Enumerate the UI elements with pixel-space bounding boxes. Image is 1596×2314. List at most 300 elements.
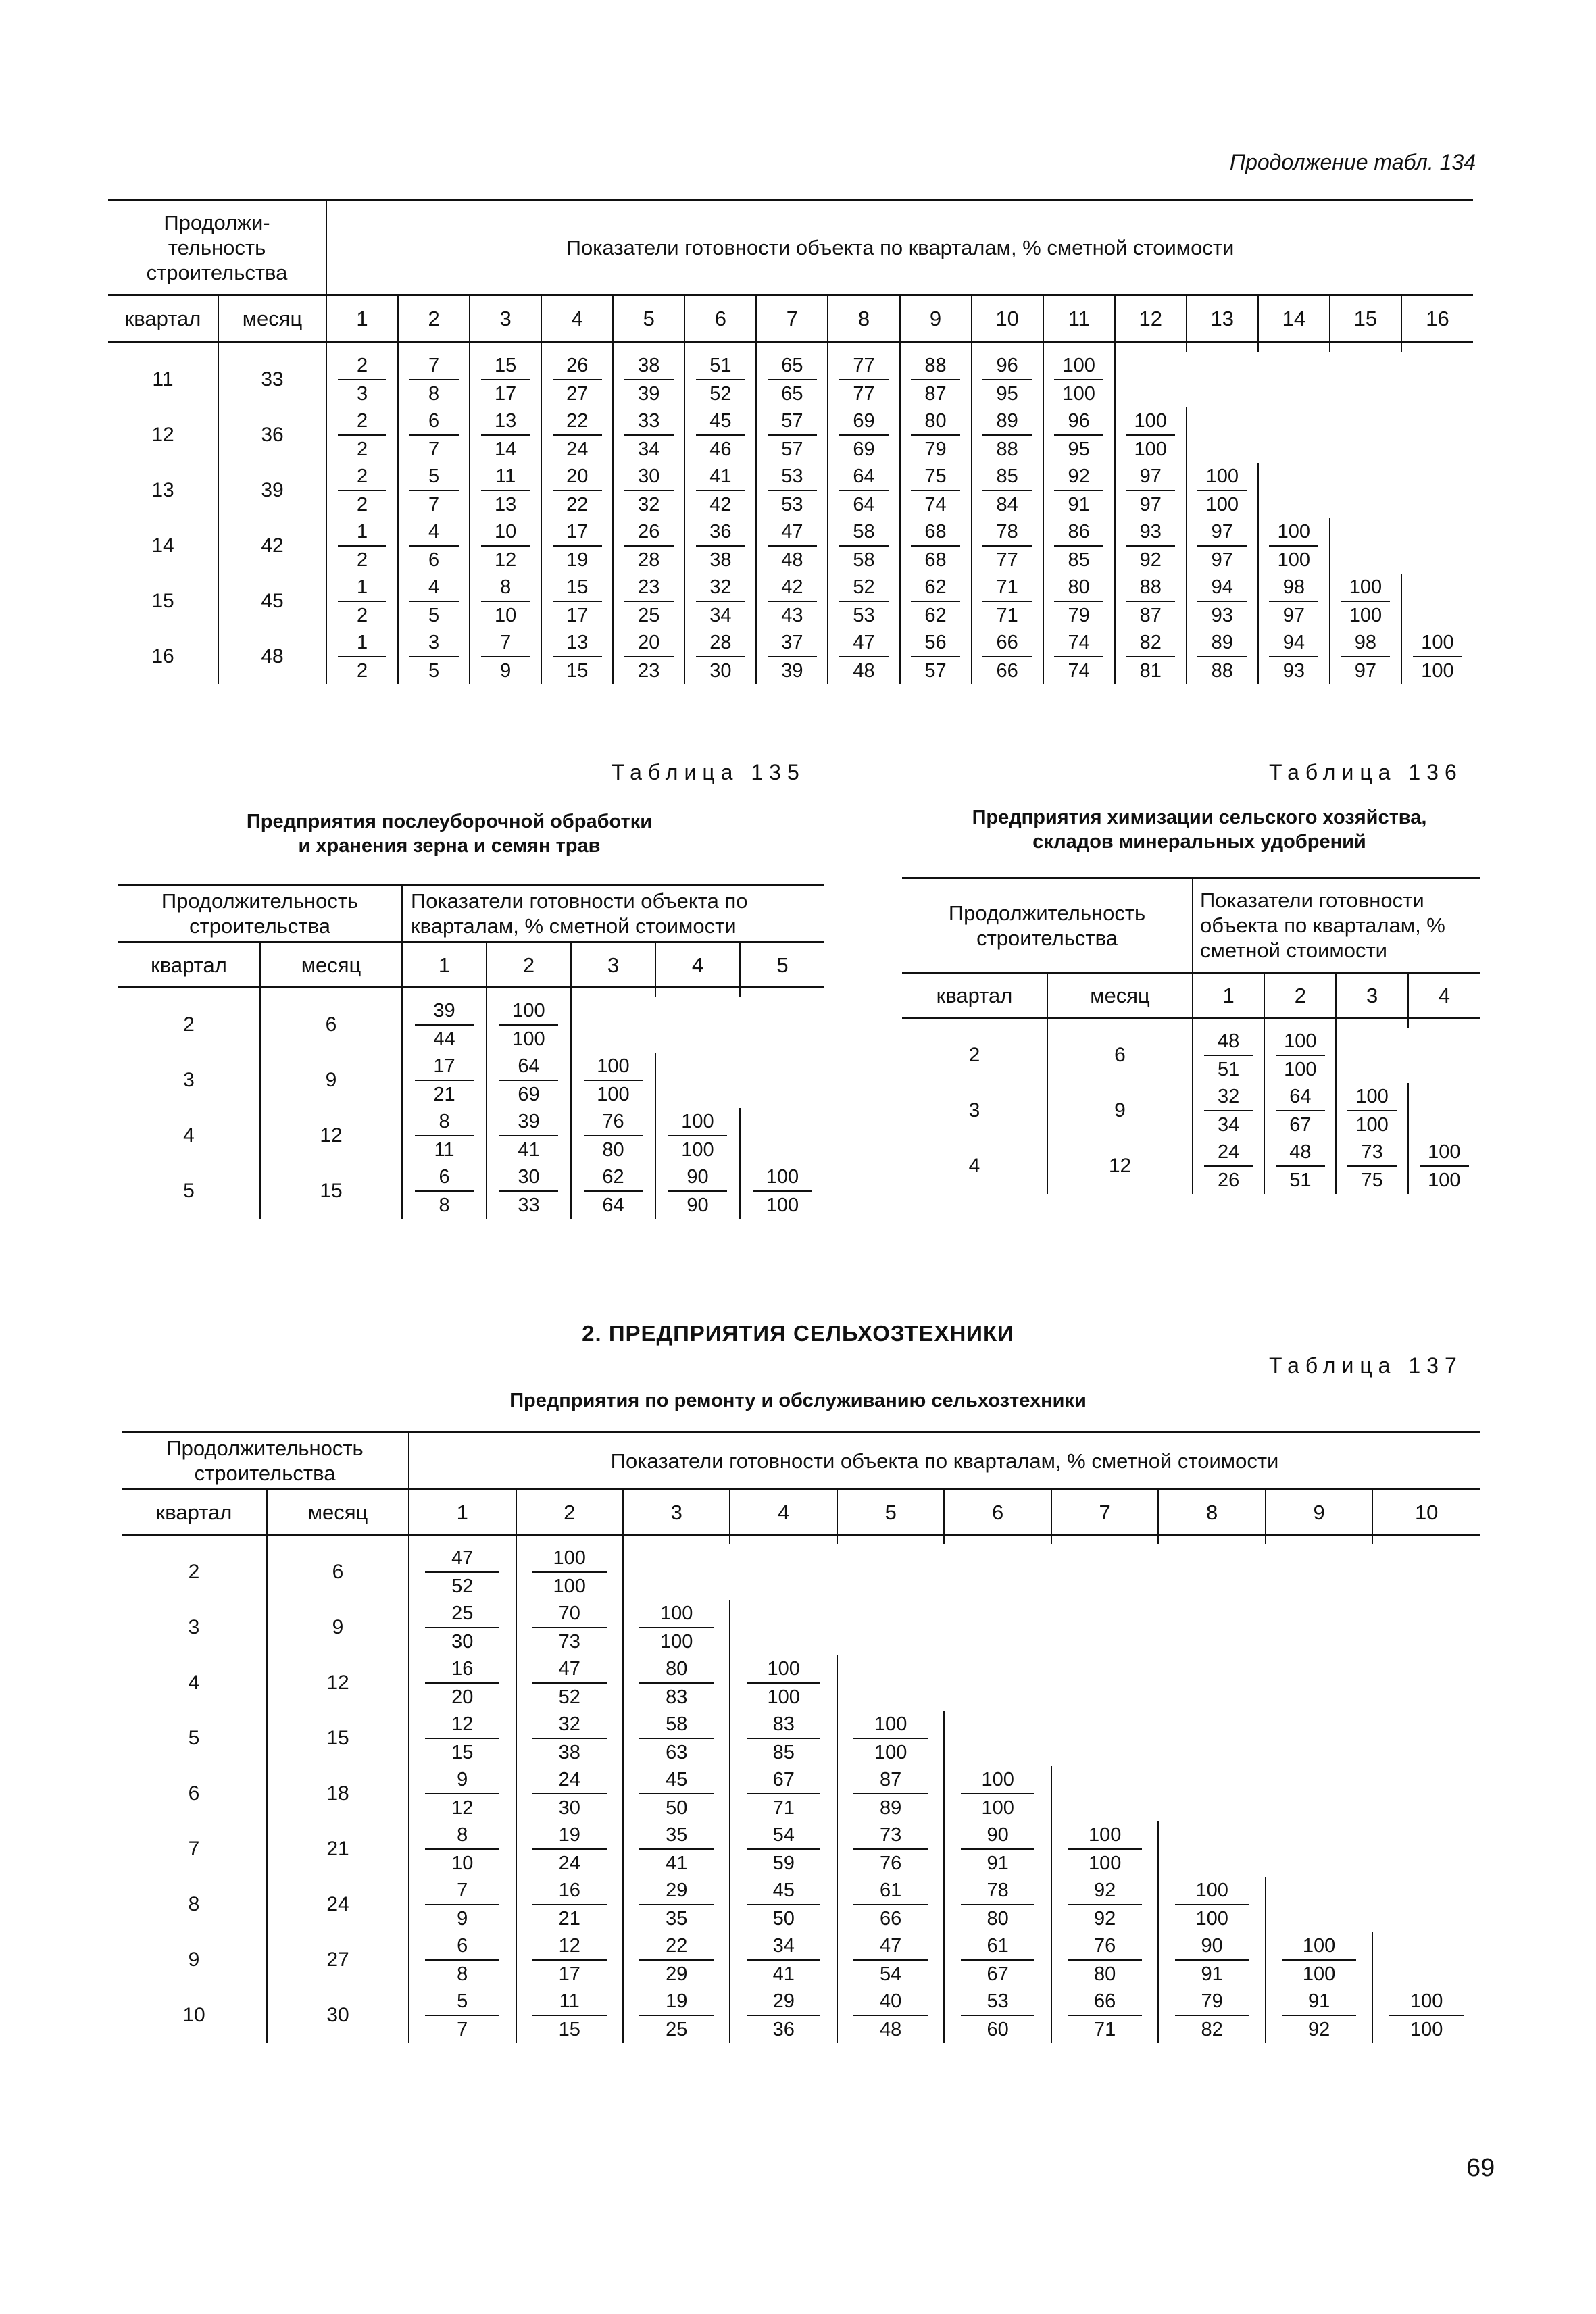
row-month: 6 — [1047, 1028, 1193, 1083]
fraction — [409, 463, 459, 518]
fraction-cell — [516, 1655, 623, 1711]
indicators-header: Показатели готовности объекта по кварталам, % сметной стоимости — [402, 885, 824, 942]
fraction-cell — [326, 629, 398, 684]
table-137-caption: Предприятия по ремонту и обслуживанию сельхозтехники — [509, 1390, 1087, 1411]
table-row — [122, 1766, 1480, 1821]
numerator: 30 — [518, 1165, 540, 1188]
fraction — [415, 1108, 473, 1163]
denominator: 10 — [481, 601, 530, 629]
fraction-cell — [1115, 629, 1187, 684]
numerator: 5 — [457, 1990, 468, 2012]
fraction — [753, 1163, 812, 1219]
table-row — [122, 1988, 1480, 2043]
quarter-column-header: 13 — [1187, 295, 1258, 343]
fraction — [553, 629, 602, 684]
quarter-column-header: 1 — [1193, 973, 1264, 1018]
numerator: 1 — [356, 631, 368, 653]
numerator: 52 — [853, 576, 875, 598]
fraction — [425, 1821, 499, 1877]
fraction-cell — [1043, 407, 1115, 463]
spacer-cell — [541, 343, 613, 352]
fraction — [839, 407, 889, 463]
spacer-cell — [1408, 1018, 1480, 1028]
fraction — [409, 574, 459, 629]
quarter-column-header: 2 — [398, 295, 470, 343]
fraction-cell — [837, 1932, 944, 1988]
row-quarter: 2 — [183, 1013, 195, 1036]
numerator: 100 — [1134, 409, 1167, 432]
quarter-column-header: 9 — [1266, 1490, 1372, 1535]
empty-cell — [571, 997, 655, 1053]
denominator: 2 — [338, 490, 387, 518]
denominator: 68 — [911, 545, 960, 574]
numerator: 100 — [660, 1602, 693, 1624]
duration-header: Продолжительность строительства — [902, 878, 1193, 973]
duration-header: Продолжи-тельность строительства — [108, 201, 326, 295]
fraction-cell — [398, 518, 470, 574]
numerator: 96 — [996, 354, 1018, 376]
duration-header: Продолжительность строительства — [122, 1432, 409, 1490]
denominator: 69 — [839, 434, 889, 463]
fraction-cell — [1336, 1138, 1407, 1194]
fraction — [1347, 1083, 1397, 1138]
numerator: 86 — [1068, 520, 1090, 543]
row-quarter: 2 — [968, 1043, 980, 1066]
fraction-cell — [900, 629, 972, 684]
table-row — [108, 518, 1473, 574]
fraction-cell — [1187, 463, 1258, 518]
row-month: 45 — [218, 574, 326, 629]
fraction-cell — [326, 463, 398, 518]
spacer-cell — [900, 343, 972, 352]
numerator: 32 — [558, 1713, 580, 1735]
denominator: 100 — [1276, 1055, 1325, 1083]
numerator: 32 — [709, 576, 732, 598]
numerator: 100 — [1349, 576, 1382, 598]
numerator: 100 — [1410, 1990, 1443, 2012]
empty-cell — [1372, 1544, 1480, 1600]
fraction — [338, 574, 387, 629]
fraction-cell — [756, 629, 828, 684]
denominator: 97 — [1197, 545, 1247, 574]
row-month: 15 — [260, 1163, 402, 1219]
fraction — [639, 1766, 714, 1821]
row-quarter: 4 — [188, 1671, 200, 1694]
fraction — [839, 574, 889, 629]
fraction-cell — [623, 1766, 730, 1821]
denominator: 79 — [1054, 601, 1103, 629]
empty-cell — [1266, 1877, 1372, 1932]
denominator: 59 — [747, 1848, 821, 1877]
numerator: 1 — [356, 520, 368, 543]
table-row — [108, 574, 1473, 629]
denominator: 85 — [747, 1738, 821, 1766]
numerator: 24 — [558, 1768, 580, 1790]
fraction-cell — [655, 1163, 740, 1219]
numerator: 90 — [987, 1823, 1009, 1846]
numerator: 34 — [772, 1934, 795, 1957]
empty-cell — [1408, 1083, 1480, 1138]
fraction-cell — [837, 1711, 944, 1766]
fraction — [668, 1108, 726, 1163]
numerator: 76 — [1094, 1934, 1116, 1957]
fraction-cell — [730, 1932, 837, 1988]
spacer-cell — [655, 988, 740, 997]
denominator: 50 — [639, 1793, 714, 1821]
denominator: 36 — [747, 2015, 821, 2043]
denominator: 100 — [1282, 1959, 1356, 1988]
table-136-caption-line: Предприятия химизации сельского хозяйства, — [972, 807, 1427, 828]
numerator: 100 — [874, 1713, 907, 1735]
fraction-cell — [730, 1766, 837, 1821]
fraction — [1175, 1877, 1249, 1932]
row-month: 21 — [267, 1821, 409, 1877]
denominator: 24 — [553, 434, 602, 463]
numerator: 22 — [666, 1934, 688, 1957]
numerator: 35 — [666, 1823, 688, 1846]
denominator: 9 — [425, 1904, 499, 1932]
fraction-cell — [1266, 1988, 1372, 2043]
numerator: 100 — [1421, 631, 1454, 653]
denominator: 43 — [768, 601, 817, 629]
continuation-label: Продолжение табл. 134 — [1229, 150, 1476, 174]
numerator: 66 — [996, 631, 1018, 653]
row-month: 39 — [218, 463, 326, 518]
fraction-cell — [541, 352, 613, 407]
denominator: 20 — [425, 1682, 499, 1711]
fraction — [553, 407, 602, 463]
fraction-cell — [837, 1877, 944, 1932]
denominator: 52 — [532, 1682, 607, 1711]
fraction — [1197, 574, 1247, 629]
table-row — [902, 1028, 1480, 1083]
empty-cell — [1266, 1821, 1372, 1877]
numerator: 41 — [709, 465, 732, 487]
fraction-cell — [326, 407, 398, 463]
fraction — [1389, 1988, 1464, 2043]
fraction-cell — [541, 629, 613, 684]
quarter-subheader: квартал — [108, 295, 218, 343]
row-month: 15 — [267, 1711, 409, 1766]
denominator: 83 — [639, 1682, 714, 1711]
fraction-cell — [756, 574, 828, 629]
row-quarter: 9 — [188, 1948, 200, 1971]
fraction — [425, 1988, 499, 2043]
quarter-column-header: 8 — [828, 295, 899, 343]
fraction-cell — [571, 1053, 655, 1108]
fraction-cell — [1051, 1877, 1158, 1932]
fraction — [982, 463, 1032, 518]
numerator: 100 — [1205, 465, 1239, 487]
fraction-cell — [326, 518, 398, 574]
empty-cell — [1158, 1544, 1265, 1600]
row-month: 27 — [267, 1932, 409, 1988]
fraction-cell — [326, 574, 398, 629]
denominator: 27 — [553, 379, 602, 407]
denominator: 67 — [1276, 1110, 1325, 1138]
denominator: 29 — [639, 1959, 714, 1988]
denominator: 28 — [624, 545, 674, 574]
numerator: 100 — [1062, 354, 1095, 376]
numerator: 53 — [987, 1990, 1009, 2012]
denominator: 12 — [481, 545, 530, 574]
denominator: 100 — [747, 1682, 821, 1711]
fraction — [425, 1655, 499, 1711]
numerator: 58 — [666, 1713, 688, 1735]
fraction-cell — [944, 1766, 1051, 1821]
numerator: 82 — [1139, 631, 1162, 653]
fraction-cell — [828, 407, 899, 463]
numerator: 69 — [853, 409, 875, 432]
fraction-cell — [623, 1988, 730, 2043]
fraction — [1276, 1138, 1325, 1194]
fraction-cell — [730, 1821, 837, 1877]
fraction-cell — [613, 463, 684, 518]
table-135-caption — [115, 809, 784, 858]
row-quarter: 14 — [151, 534, 174, 557]
fraction — [1068, 1988, 1142, 2043]
fraction-cell — [1408, 1138, 1480, 1194]
empty-cell — [1266, 1766, 1372, 1821]
denominator: 15 — [425, 1738, 499, 1766]
denominator: 92 — [1126, 545, 1175, 574]
denominator: 7 — [409, 490, 459, 518]
numerator: 48 — [1218, 1030, 1240, 1052]
fraction-cell — [571, 1163, 655, 1219]
numerator: 97 — [1139, 465, 1162, 487]
numerator: 7 — [457, 1879, 468, 1901]
denominator: 15 — [553, 656, 602, 684]
fraction-cell — [1043, 629, 1115, 684]
numerator: 54 — [772, 1823, 795, 1846]
fraction — [1054, 407, 1103, 463]
empty-cell — [837, 1600, 944, 1655]
fraction-cell — [756, 518, 828, 574]
fraction-cell — [837, 1988, 944, 2043]
spacer-cell — [118, 988, 260, 997]
quarter-column-header: 3 — [1336, 973, 1407, 1018]
spacer-cell — [108, 343, 218, 352]
denominator: 17 — [481, 379, 530, 407]
numerator: 28 — [709, 631, 732, 653]
quarter-column-header: 1 — [326, 295, 398, 343]
fraction — [768, 407, 817, 463]
numerator: 11 — [559, 1990, 580, 2012]
empty-cell — [1266, 1711, 1372, 1766]
row-month: 6 — [267, 1544, 409, 1600]
fraction-cell — [900, 518, 972, 574]
empty-cell — [1401, 518, 1473, 574]
fraction-cell — [470, 629, 541, 684]
fraction — [425, 1932, 499, 1988]
denominator: 100 — [853, 1738, 928, 1766]
fraction — [1341, 574, 1390, 629]
denominator: 89 — [853, 1793, 928, 1821]
spacer-cell — [398, 343, 470, 352]
empty-cell — [1051, 1655, 1158, 1711]
fraction-cell — [1158, 1988, 1265, 2043]
fraction-cell — [516, 1988, 623, 2043]
denominator: 71 — [982, 601, 1032, 629]
numerator: 42 — [781, 576, 803, 598]
fraction — [1282, 1932, 1356, 1988]
spacer-cell — [1158, 1535, 1265, 1544]
fraction-cell — [409, 1655, 516, 1711]
row-quarter: 8 — [188, 1892, 200, 1915]
numerator: 6 — [428, 409, 440, 432]
spacer-cell — [730, 1535, 837, 1544]
fraction — [1204, 1138, 1253, 1194]
numerator: 100 — [1195, 1879, 1228, 1901]
quarter-column-header: 3 — [571, 942, 655, 988]
numerator: 8 — [439, 1110, 450, 1132]
empty-cell — [944, 1544, 1051, 1600]
fraction-cell — [828, 629, 899, 684]
numerator: 9 — [457, 1768, 468, 1790]
fraction — [338, 463, 387, 518]
denominator: 33 — [499, 1190, 557, 1219]
denominator: 52 — [425, 1571, 499, 1600]
fraction — [747, 1988, 821, 2043]
empty-cell — [1258, 352, 1330, 407]
denominator: 85 — [1054, 545, 1103, 574]
fraction-cell — [1043, 518, 1115, 574]
numerator: 45 — [772, 1879, 795, 1901]
fraction-cell — [1187, 629, 1258, 684]
fraction-cell — [470, 463, 541, 518]
empty-cell — [1266, 1600, 1372, 1655]
denominator: 73 — [532, 1627, 607, 1655]
fraction — [481, 352, 530, 407]
spacer-cell — [326, 343, 398, 352]
table-136-caption-line: складов минеральных удобрений — [1032, 831, 1366, 853]
fraction — [853, 1988, 928, 2043]
fraction — [982, 629, 1032, 684]
empty-cell — [1372, 1655, 1480, 1711]
fraction — [696, 518, 745, 574]
numerator: 100 — [681, 1110, 714, 1132]
table-135-caption-line: Предприятия послеуборочной обработки — [246, 811, 653, 832]
fraction-cell — [1264, 1083, 1336, 1138]
fraction — [1175, 1988, 1249, 2043]
fraction-cell — [1043, 463, 1115, 518]
quarter-column-header: 6 — [944, 1490, 1051, 1535]
fraction — [338, 629, 387, 684]
fraction-cell — [828, 574, 899, 629]
fraction-cell — [740, 1163, 824, 1219]
fraction-cell — [613, 574, 684, 629]
numerator: 78 — [996, 520, 1018, 543]
denominator: 88 — [982, 434, 1032, 463]
numerator: 94 — [1282, 631, 1305, 653]
fraction-cell — [541, 407, 613, 463]
empty-cell — [1187, 407, 1258, 463]
denominator: 100 — [753, 1190, 812, 1219]
fraction — [1068, 1821, 1142, 1877]
fraction-cell — [613, 629, 684, 684]
table-row — [122, 1544, 1480, 1600]
numerator: 32 — [1218, 1085, 1240, 1107]
numerator: 96 — [1068, 409, 1090, 432]
fraction — [696, 407, 745, 463]
fraction-cell — [516, 1877, 623, 1932]
fraction — [961, 1821, 1035, 1877]
page-number: 69 — [1466, 2154, 1495, 2182]
numerator: 64 — [1289, 1085, 1312, 1107]
numerator: 1 — [356, 576, 368, 598]
numerator: 30 — [638, 465, 660, 487]
fraction — [911, 629, 960, 684]
numerator: 6 — [439, 1165, 450, 1188]
fraction — [338, 518, 387, 574]
empty-cell — [1372, 1821, 1480, 1877]
numerator: 57 — [781, 409, 803, 432]
denominator: 58 — [839, 545, 889, 574]
denominator: 2 — [338, 656, 387, 684]
numerator: 100 — [1302, 1934, 1336, 1957]
numerator: 100 — [1355, 1085, 1389, 1107]
denominator: 14 — [481, 434, 530, 463]
denominator: 15 — [532, 2015, 607, 2043]
fraction-cell — [1115, 407, 1187, 463]
quarter-column-header: 4 — [655, 942, 740, 988]
fraction — [425, 1600, 499, 1655]
fraction — [911, 407, 960, 463]
spacer-cell — [944, 1535, 1051, 1544]
fraction — [499, 1053, 557, 1108]
denominator: 92 — [1068, 1904, 1142, 1932]
denominator: 69 — [499, 1080, 557, 1108]
fraction-cell — [684, 518, 756, 574]
fraction-cell — [623, 1821, 730, 1877]
fraction — [696, 574, 745, 629]
table-row — [108, 407, 1473, 463]
fraction-cell — [541, 463, 613, 518]
fraction-cell — [623, 1600, 730, 1655]
fraction — [768, 352, 817, 407]
numerator: 64 — [518, 1055, 540, 1077]
fraction-cell — [470, 407, 541, 463]
empty-cell — [1266, 1544, 1372, 1600]
table-row — [122, 1877, 1480, 1932]
denominator: 100 — [1126, 434, 1175, 463]
spacer-cell — [267, 1535, 409, 1544]
quarter-column-header: 8 — [1158, 1490, 1265, 1535]
fraction — [853, 1711, 928, 1766]
denominator: 26 — [1204, 1165, 1253, 1194]
fraction — [1054, 463, 1103, 518]
denominator: 34 — [696, 601, 745, 629]
numerator: 2 — [356, 465, 368, 487]
spacer-cell — [684, 343, 756, 352]
fraction — [696, 463, 745, 518]
fraction-cell — [398, 352, 470, 407]
fraction — [696, 629, 745, 684]
numerator: 47 — [451, 1546, 474, 1569]
empty-cell — [1158, 1766, 1265, 1821]
fraction — [409, 518, 459, 574]
denominator: 19 — [553, 545, 602, 574]
denominator: 82 — [1175, 2015, 1249, 2043]
fraction-cell — [1266, 1932, 1372, 1988]
denominator: 22 — [553, 490, 602, 518]
spacer-cell — [1258, 343, 1330, 352]
denominator: 12 — [425, 1793, 499, 1821]
denominator: 100 — [1341, 601, 1390, 629]
spacer-cell — [487, 988, 571, 997]
fraction — [639, 1932, 714, 1988]
empty-cell — [1372, 1711, 1480, 1766]
